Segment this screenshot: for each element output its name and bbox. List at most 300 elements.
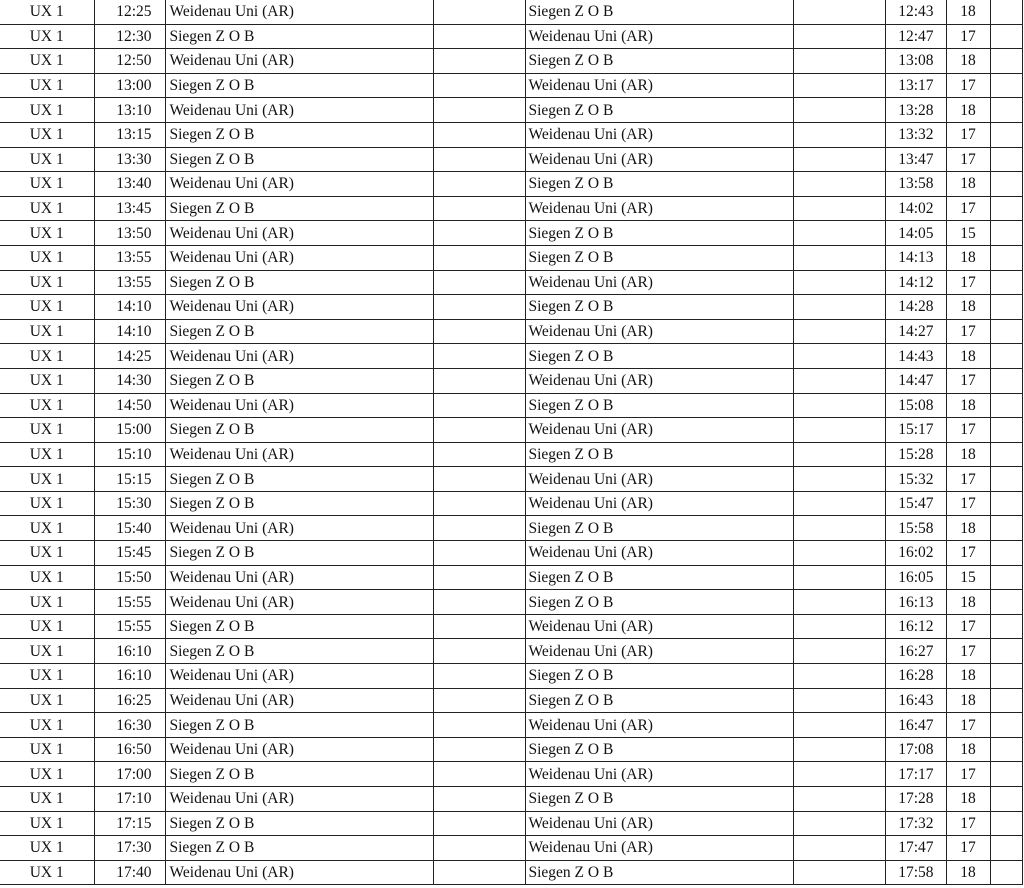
duration-cell: 15: [946, 565, 990, 590]
departure-time-cell: 16:25: [94, 688, 165, 713]
origin-cell: Weidenau Uni (AR): [165, 344, 433, 369]
empty-cell: [990, 860, 1022, 885]
line-cell: UX 1: [0, 245, 94, 270]
line-cell: UX 1: [0, 319, 94, 344]
line-cell: UX 1: [0, 737, 94, 762]
departure-time-cell: 14:50: [94, 393, 165, 418]
destination-cell: Weidenau Uni (AR): [525, 122, 793, 147]
table-row: [0, 836, 1022, 861]
departure-time-cell: 13:55: [94, 270, 165, 295]
destination-cell: Siegen Z O B: [525, 49, 793, 74]
departure-time-cell: 12:30: [94, 24, 165, 49]
line-cell: UX 1: [0, 664, 94, 689]
empty-cell: [793, 0, 885, 24]
empty-cell: [990, 147, 1022, 172]
arrival-time-cell: 15:58: [885, 516, 946, 541]
origin-cell: Weidenau Uni (AR): [165, 860, 433, 885]
duration-cell: 17: [946, 713, 990, 738]
arrival-time-cell: 14:13: [885, 245, 946, 270]
origin-cell: Weidenau Uni (AR): [165, 590, 433, 615]
destination-cell: Weidenau Uni (AR): [525, 147, 793, 172]
duration-cell: 15: [946, 221, 990, 246]
destination-cell: Weidenau Uni (AR): [525, 541, 793, 566]
arrival-time-cell: 16:47: [885, 713, 946, 738]
origin-cell: Weidenau Uni (AR): [165, 295, 433, 320]
destination-cell: Siegen Z O B: [525, 0, 793, 24]
empty-cell: [990, 565, 1022, 590]
empty-cell: [433, 245, 525, 270]
empty-cell: [793, 221, 885, 246]
departure-time-cell: 16:30: [94, 713, 165, 738]
line-cell: UX 1: [0, 491, 94, 516]
table-row: [0, 516, 1022, 541]
empty-cell: [433, 319, 525, 344]
duration-cell: 17: [946, 836, 990, 861]
duration-cell: 17: [946, 418, 990, 443]
duration-cell: 18: [946, 172, 990, 197]
arrival-time-cell: 17:28: [885, 787, 946, 812]
duration-cell: 17: [946, 368, 990, 393]
arrival-time-cell: 13:58: [885, 172, 946, 197]
empty-cell: [793, 73, 885, 98]
empty-cell: [990, 172, 1022, 197]
origin-cell: Weidenau Uni (AR): [165, 221, 433, 246]
empty-cell: [793, 49, 885, 74]
duration-cell: 17: [946, 319, 990, 344]
empty-cell: [793, 737, 885, 762]
origin-cell: Siegen Z O B: [165, 270, 433, 295]
duration-cell: 18: [946, 860, 990, 885]
destination-cell: Siegen Z O B: [525, 688, 793, 713]
arrival-time-cell: 17:08: [885, 737, 946, 762]
destination-cell: Siegen Z O B: [525, 344, 793, 369]
origin-cell: Weidenau Uni (AR): [165, 98, 433, 123]
arrival-time-cell: 16:43: [885, 688, 946, 713]
empty-cell: [433, 221, 525, 246]
table-row: [0, 172, 1022, 197]
empty-cell: [433, 590, 525, 615]
table-row: [0, 73, 1022, 98]
empty-cell: [990, 49, 1022, 74]
destination-cell: Weidenau Uni (AR): [525, 196, 793, 221]
empty-cell: [433, 713, 525, 738]
duration-cell: 18: [946, 49, 990, 74]
destination-cell: Weidenau Uni (AR): [525, 418, 793, 443]
destination-cell: Weidenau Uni (AR): [525, 319, 793, 344]
empty-cell: [990, 295, 1022, 320]
departure-time-cell: 13:55: [94, 245, 165, 270]
empty-cell: [433, 762, 525, 787]
origin-cell: Siegen Z O B: [165, 467, 433, 492]
empty-cell: [990, 319, 1022, 344]
table-row: [0, 787, 1022, 812]
duration-cell: 17: [946, 147, 990, 172]
duration-cell: 18: [946, 98, 990, 123]
destination-cell: Weidenau Uni (AR): [525, 467, 793, 492]
arrival-time-cell: 14:12: [885, 270, 946, 295]
empty-cell: [433, 0, 525, 24]
empty-cell: [433, 565, 525, 590]
line-cell: UX 1: [0, 344, 94, 369]
empty-cell: [990, 418, 1022, 443]
arrival-time-cell: 17:32: [885, 811, 946, 836]
arrival-time-cell: 15:28: [885, 442, 946, 467]
line-cell: UX 1: [0, 713, 94, 738]
empty-cell: [990, 368, 1022, 393]
line-cell: UX 1: [0, 836, 94, 861]
empty-cell: [433, 24, 525, 49]
duration-cell: 18: [946, 664, 990, 689]
arrival-time-cell: 16:28: [885, 664, 946, 689]
table-row: [0, 639, 1022, 664]
line-cell: UX 1: [0, 270, 94, 295]
line-cell: UX 1: [0, 98, 94, 123]
empty-cell: [990, 737, 1022, 762]
arrival-time-cell: 14:43: [885, 344, 946, 369]
duration-cell: 18: [946, 688, 990, 713]
table-row: [0, 368, 1022, 393]
line-cell: UX 1: [0, 811, 94, 836]
empty-cell: [433, 122, 525, 147]
departure-time-cell: 15:10: [94, 442, 165, 467]
empty-cell: [990, 245, 1022, 270]
departure-time-cell: 16:10: [94, 664, 165, 689]
empty-cell: [793, 344, 885, 369]
empty-cell: [433, 811, 525, 836]
destination-cell: Siegen Z O B: [525, 565, 793, 590]
arrival-time-cell: 16:27: [885, 639, 946, 664]
empty-cell: [793, 196, 885, 221]
empty-cell: [793, 24, 885, 49]
line-cell: UX 1: [0, 787, 94, 812]
line-cell: UX 1: [0, 688, 94, 713]
empty-cell: [433, 147, 525, 172]
destination-cell: Weidenau Uni (AR): [525, 762, 793, 787]
departure-time-cell: 17:30: [94, 836, 165, 861]
arrival-time-cell: 13:28: [885, 98, 946, 123]
table-row: [0, 737, 1022, 762]
duration-cell: 18: [946, 295, 990, 320]
departure-time-cell: 16:10: [94, 639, 165, 664]
empty-cell: [990, 713, 1022, 738]
origin-cell: Weidenau Uni (AR): [165, 737, 433, 762]
empty-cell: [793, 368, 885, 393]
empty-cell: [990, 836, 1022, 861]
table-row: [0, 270, 1022, 295]
line-cell: UX 1: [0, 541, 94, 566]
origin-cell: Weidenau Uni (AR): [165, 172, 433, 197]
destination-cell: Weidenau Uni (AR): [525, 713, 793, 738]
empty-cell: [793, 393, 885, 418]
line-cell: UX 1: [0, 196, 94, 221]
empty-cell: [990, 98, 1022, 123]
table-row: [0, 811, 1022, 836]
origin-cell: Weidenau Uni (AR): [165, 245, 433, 270]
empty-cell: [990, 344, 1022, 369]
empty-cell: [990, 614, 1022, 639]
table-row: [0, 688, 1022, 713]
arrival-time-cell: 16:02: [885, 541, 946, 566]
empty-cell: [793, 688, 885, 713]
arrival-time-cell: 14:28: [885, 295, 946, 320]
arrival-time-cell: 12:47: [885, 24, 946, 49]
empty-cell: [990, 122, 1022, 147]
empty-cell: [793, 122, 885, 147]
empty-cell: [793, 565, 885, 590]
destination-cell: Weidenau Uni (AR): [525, 836, 793, 861]
duration-cell: 17: [946, 270, 990, 295]
empty-cell: [990, 516, 1022, 541]
line-cell: UX 1: [0, 639, 94, 664]
line-cell: UX 1: [0, 122, 94, 147]
arrival-time-cell: 14:47: [885, 368, 946, 393]
destination-cell: Weidenau Uni (AR): [525, 614, 793, 639]
origin-cell: Siegen Z O B: [165, 614, 433, 639]
empty-cell: [793, 245, 885, 270]
departure-time-cell: 13:45: [94, 196, 165, 221]
empty-cell: [990, 393, 1022, 418]
empty-cell: [433, 541, 525, 566]
duration-cell: 18: [946, 344, 990, 369]
empty-cell: [793, 319, 885, 344]
empty-cell: [990, 0, 1022, 24]
empty-cell: [433, 344, 525, 369]
table-row: [0, 713, 1022, 738]
empty-cell: [433, 467, 525, 492]
table-row: [0, 442, 1022, 467]
empty-cell: [793, 762, 885, 787]
departure-time-cell: 16:50: [94, 737, 165, 762]
destination-cell: Siegen Z O B: [525, 516, 793, 541]
empty-cell: [433, 418, 525, 443]
departure-time-cell: 17:15: [94, 811, 165, 836]
empty-cell: [990, 467, 1022, 492]
empty-cell: [433, 393, 525, 418]
table-row: [0, 762, 1022, 787]
table-row: [0, 860, 1022, 885]
arrival-time-cell: 14:02: [885, 196, 946, 221]
table-row: [0, 614, 1022, 639]
arrival-time-cell: 16:13: [885, 590, 946, 615]
origin-cell: Weidenau Uni (AR): [165, 393, 433, 418]
empty-cell: [433, 737, 525, 762]
line-cell: UX 1: [0, 393, 94, 418]
line-cell: UX 1: [0, 590, 94, 615]
line-cell: UX 1: [0, 295, 94, 320]
destination-cell: Siegen Z O B: [525, 787, 793, 812]
departure-time-cell: 15:50: [94, 565, 165, 590]
table-row: [0, 49, 1022, 74]
empty-cell: [433, 270, 525, 295]
destination-cell: Weidenau Uni (AR): [525, 368, 793, 393]
empty-cell: [990, 196, 1022, 221]
empty-cell: [793, 418, 885, 443]
departure-time-cell: 15:15: [94, 467, 165, 492]
departure-time-cell: 13:00: [94, 73, 165, 98]
arrival-time-cell: 17:47: [885, 836, 946, 861]
empty-cell: [793, 614, 885, 639]
empty-cell: [433, 196, 525, 221]
departure-time-cell: 15:30: [94, 491, 165, 516]
departure-time-cell: 13:10: [94, 98, 165, 123]
duration-cell: 18: [946, 0, 990, 24]
departure-time-cell: 17:40: [94, 860, 165, 885]
empty-cell: [793, 467, 885, 492]
origin-cell: Siegen Z O B: [165, 762, 433, 787]
table-row: [0, 467, 1022, 492]
departure-time-cell: 13:50: [94, 221, 165, 246]
destination-cell: Siegen Z O B: [525, 98, 793, 123]
empty-cell: [990, 688, 1022, 713]
duration-cell: 17: [946, 196, 990, 221]
destination-cell: Weidenau Uni (AR): [525, 73, 793, 98]
origin-cell: Weidenau Uni (AR): [165, 565, 433, 590]
line-cell: UX 1: [0, 565, 94, 590]
line-cell: UX 1: [0, 860, 94, 885]
empty-cell: [990, 590, 1022, 615]
empty-cell: [433, 664, 525, 689]
destination-cell: Siegen Z O B: [525, 172, 793, 197]
empty-cell: [433, 98, 525, 123]
origin-cell: Siegen Z O B: [165, 122, 433, 147]
departure-time-cell: 15:55: [94, 590, 165, 615]
duration-cell: 17: [946, 639, 990, 664]
duration-cell: 18: [946, 516, 990, 541]
duration-cell: 17: [946, 467, 990, 492]
destination-cell: Weidenau Uni (AR): [525, 270, 793, 295]
table-row: [0, 393, 1022, 418]
line-cell: UX 1: [0, 49, 94, 74]
arrival-time-cell: 13:17: [885, 73, 946, 98]
empty-cell: [433, 516, 525, 541]
origin-cell: Siegen Z O B: [165, 418, 433, 443]
departure-time-cell: 14:10: [94, 319, 165, 344]
table-row: [0, 319, 1022, 344]
arrival-time-cell: 13:47: [885, 147, 946, 172]
origin-cell: Siegen Z O B: [165, 491, 433, 516]
origin-cell: Weidenau Uni (AR): [165, 49, 433, 74]
destination-cell: Weidenau Uni (AR): [525, 24, 793, 49]
empty-cell: [990, 762, 1022, 787]
table-row: [0, 122, 1022, 147]
arrival-time-cell: 13:08: [885, 49, 946, 74]
departure-time-cell: 14:25: [94, 344, 165, 369]
empty-cell: [793, 664, 885, 689]
departure-time-cell: 12:25: [94, 0, 165, 24]
arrival-time-cell: 17:58: [885, 860, 946, 885]
destination-cell: Weidenau Uni (AR): [525, 811, 793, 836]
origin-cell: Siegen Z O B: [165, 73, 433, 98]
departure-time-cell: 13:15: [94, 122, 165, 147]
destination-cell: Weidenau Uni (AR): [525, 639, 793, 664]
arrival-time-cell: 15:47: [885, 491, 946, 516]
duration-cell: 17: [946, 614, 990, 639]
departure-time-cell: 15:40: [94, 516, 165, 541]
origin-cell: Siegen Z O B: [165, 541, 433, 566]
line-cell: UX 1: [0, 614, 94, 639]
empty-cell: [793, 639, 885, 664]
arrival-time-cell: 15:17: [885, 418, 946, 443]
destination-cell: Siegen Z O B: [525, 295, 793, 320]
destination-cell: Siegen Z O B: [525, 442, 793, 467]
empty-cell: [990, 664, 1022, 689]
destination-cell: Siegen Z O B: [525, 664, 793, 689]
origin-cell: Siegen Z O B: [165, 639, 433, 664]
duration-cell: 17: [946, 541, 990, 566]
duration-cell: 17: [946, 762, 990, 787]
table-row: [0, 664, 1022, 689]
departure-time-cell: 13:40: [94, 172, 165, 197]
origin-cell: Siegen Z O B: [165, 368, 433, 393]
empty-cell: [990, 787, 1022, 812]
table-row: [0, 147, 1022, 172]
arrival-time-cell: 13:32: [885, 122, 946, 147]
origin-cell: Siegen Z O B: [165, 196, 433, 221]
arrival-time-cell: 17:17: [885, 762, 946, 787]
origin-cell: Siegen Z O B: [165, 836, 433, 861]
arrival-time-cell: 14:27: [885, 319, 946, 344]
table-row: [0, 590, 1022, 615]
empty-cell: [793, 713, 885, 738]
arrival-time-cell: 15:08: [885, 393, 946, 418]
duration-cell: 18: [946, 393, 990, 418]
table-row: [0, 491, 1022, 516]
empty-cell: [990, 541, 1022, 566]
empty-cell: [990, 270, 1022, 295]
empty-cell: [793, 811, 885, 836]
empty-cell: [793, 541, 885, 566]
empty-cell: [433, 295, 525, 320]
duration-cell: 18: [946, 787, 990, 812]
line-cell: UX 1: [0, 172, 94, 197]
table-row: [0, 0, 1022, 24]
line-cell: UX 1: [0, 147, 94, 172]
empty-cell: [990, 491, 1022, 516]
departure-time-cell: 13:30: [94, 147, 165, 172]
origin-cell: Weidenau Uni (AR): [165, 787, 433, 812]
origin-cell: Siegen Z O B: [165, 24, 433, 49]
departure-time-cell: 17:00: [94, 762, 165, 787]
table-row: [0, 24, 1022, 49]
empty-cell: [433, 639, 525, 664]
origin-cell: Weidenau Uni (AR): [165, 516, 433, 541]
empty-cell: [793, 98, 885, 123]
arrival-time-cell: 15:32: [885, 467, 946, 492]
line-cell: UX 1: [0, 24, 94, 49]
destination-cell: Siegen Z O B: [525, 245, 793, 270]
duration-cell: 18: [946, 442, 990, 467]
origin-cell: Weidenau Uni (AR): [165, 664, 433, 689]
empty-cell: [433, 73, 525, 98]
line-cell: UX 1: [0, 442, 94, 467]
table-row: [0, 196, 1022, 221]
departure-time-cell: 15:55: [94, 614, 165, 639]
origin-cell: Siegen Z O B: [165, 319, 433, 344]
empty-cell: [793, 491, 885, 516]
duration-cell: 18: [946, 737, 990, 762]
duration-cell: 17: [946, 24, 990, 49]
empty-cell: [433, 614, 525, 639]
line-cell: UX 1: [0, 418, 94, 443]
duration-cell: 18: [946, 245, 990, 270]
empty-cell: [793, 516, 885, 541]
destination-cell: Siegen Z O B: [525, 221, 793, 246]
departure-time-cell: 15:45: [94, 541, 165, 566]
arrival-time-cell: 16:05: [885, 565, 946, 590]
table-row: [0, 418, 1022, 443]
empty-cell: [793, 270, 885, 295]
empty-cell: [990, 639, 1022, 664]
